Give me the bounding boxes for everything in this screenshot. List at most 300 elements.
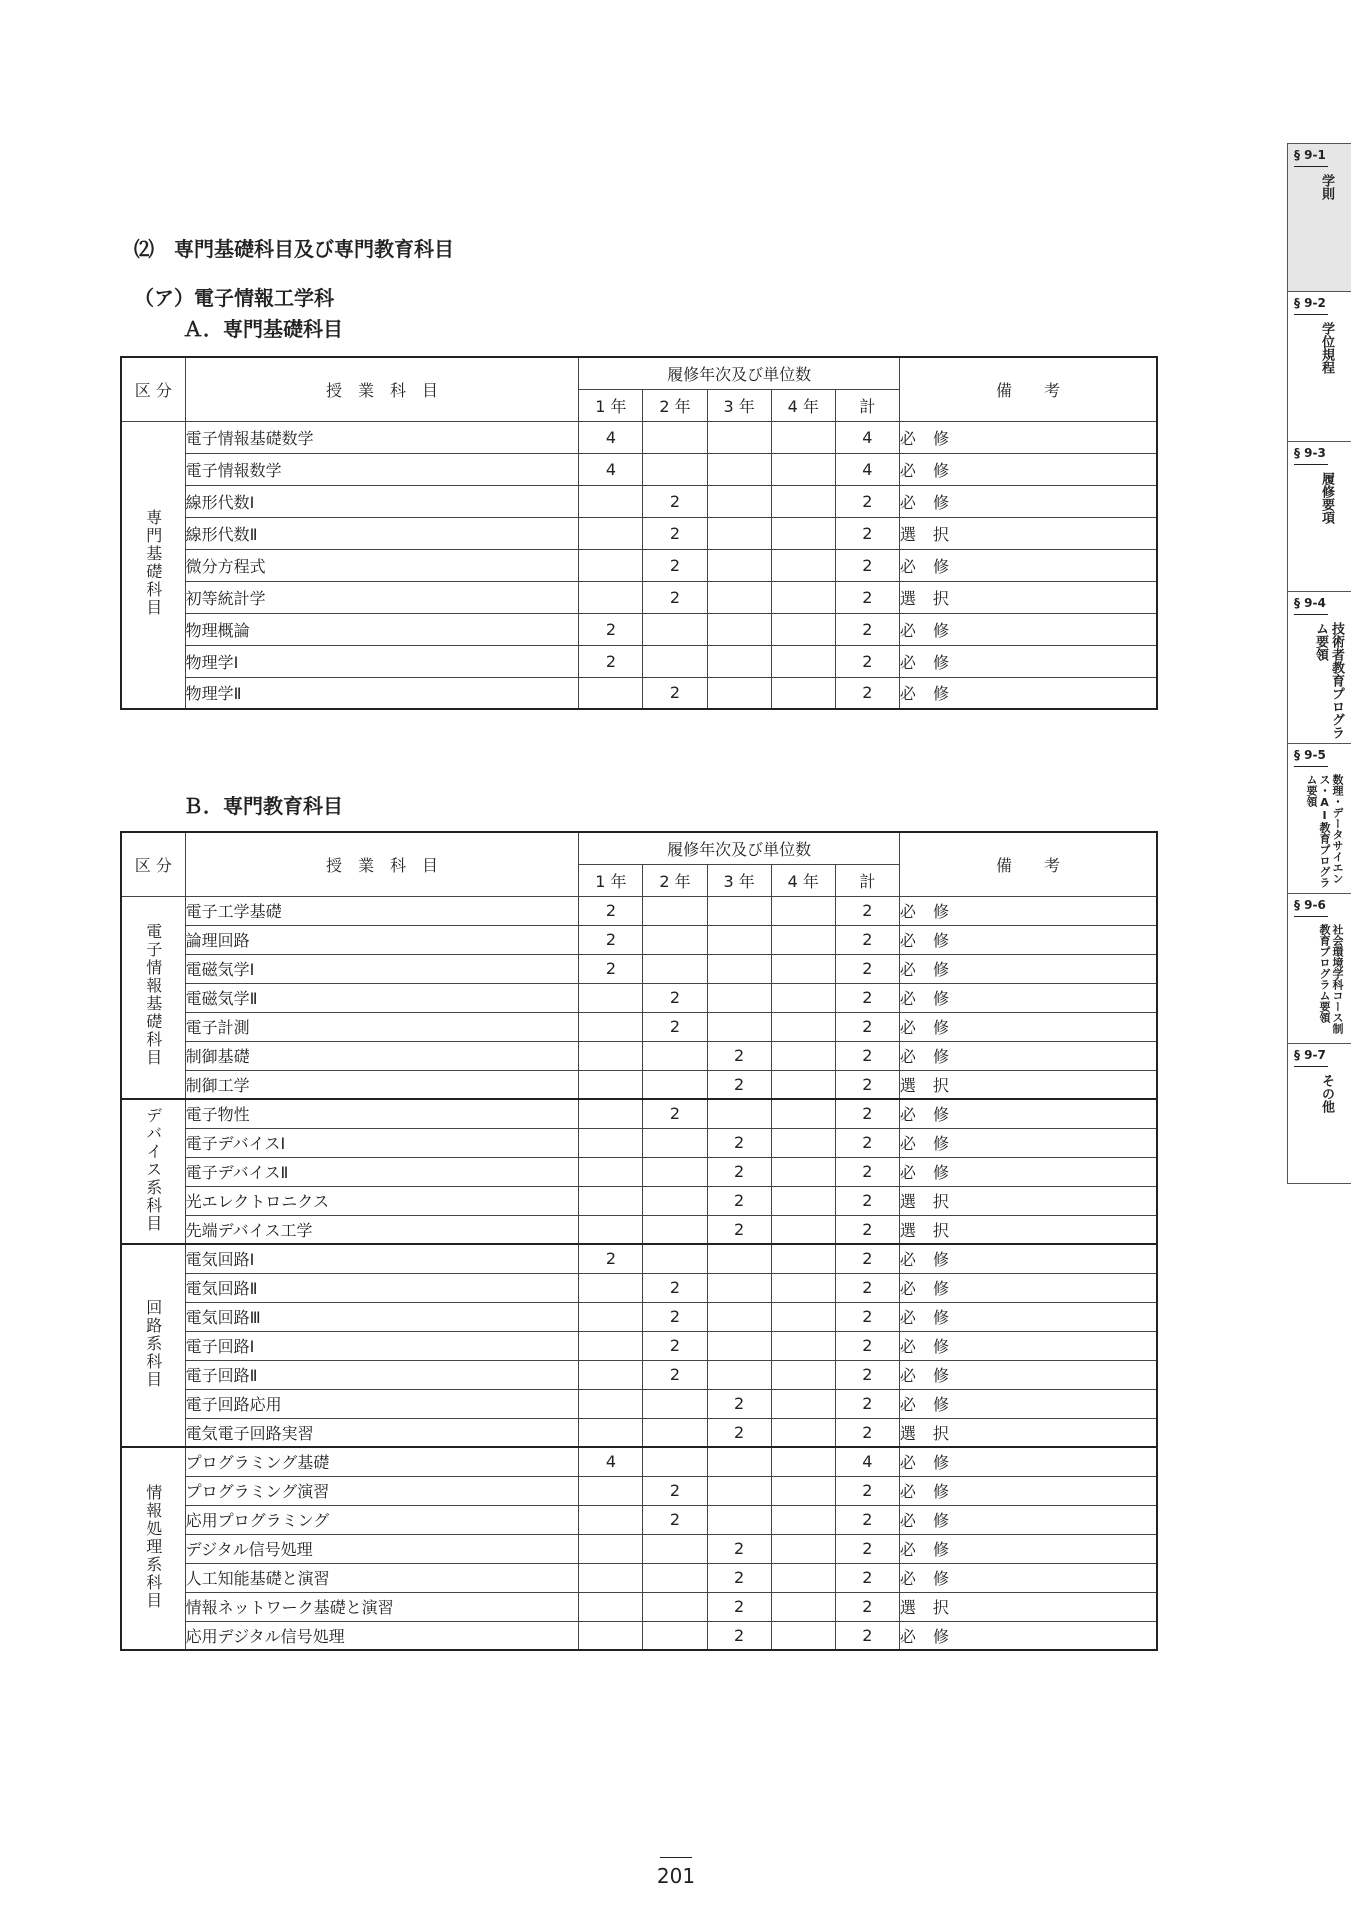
subsection-b-heading: Ｂ．専門教育科目 [183,794,343,818]
year-1-units-cell [579,1389,643,1418]
year-3-units-cell: 2 [707,1621,771,1650]
note-cell: 選 択 [899,1418,1157,1447]
table-row [121,1128,1157,1157]
year-1-units-cell: 2 [579,613,643,645]
year-3-units-cell [707,1012,771,1041]
year-4-units-cell [771,1070,835,1099]
table-row [121,1041,1157,1070]
subject-cell: 物理学Ⅱ [185,677,579,709]
total-units-cell: 4 [835,453,899,485]
year-1-units-cell [579,1505,643,1534]
table-row [121,1476,1157,1505]
sidebar-tab-label: 社会環境学科コース制教育プログラム要領 [1318,924,1344,1034]
table-row [121,645,1157,677]
year-2-units-cell [643,1534,707,1563]
table-row [121,1186,1157,1215]
year-4-units-cell [771,549,835,581]
category-label: 回路系科目 [143,1298,163,1389]
total-units-cell: 2 [835,1476,899,1505]
year-1-units-cell: 4 [579,1447,643,1476]
table-row [121,1331,1157,1360]
year-4-units-cell [771,1621,835,1650]
year-1-units-cell [579,1186,643,1215]
year-2-units-cell [643,1447,707,1476]
table-row [121,517,1157,549]
note-cell: 必 修 [899,1389,1157,1418]
year-1-units-cell [579,1128,643,1157]
year-2-units-cell: 2 [643,517,707,549]
sidebar-tab-label: その他 [1319,1074,1334,1113]
year-3-units-cell [707,613,771,645]
table-specialized-education [120,831,1158,1651]
subject-cell: デジタル信号処理 [185,1534,579,1563]
header-note: 備 考 [899,832,1157,896]
year-2-units-cell: 2 [643,1099,707,1128]
subsection-a-heading: Ａ．専門基礎科目 [183,317,343,341]
total-units-cell: 2 [835,1099,899,1128]
note-cell: 選 択 [899,1186,1157,1215]
header-category: 区 分 [121,357,185,421]
year-2-units-cell: 2 [643,983,707,1012]
sidebar-tab-9-4[interactable] [1288,591,1351,743]
year-1-units-cell: 2 [579,954,643,983]
total-units-cell: 2 [835,1534,899,1563]
total-units-cell: 2 [835,1418,899,1447]
subject-cell: 初等統計学 [185,581,579,613]
year-1-units-cell: 4 [579,453,643,485]
header-year-3: 3 年 [707,864,771,896]
table-row [121,1273,1157,1302]
year-4-units-cell [771,1389,835,1418]
total-units-cell: 2 [835,677,899,709]
sidebar-tab-label: 学位規程 [1319,322,1334,374]
year-2-units-cell [643,1128,707,1157]
year-2-units-cell [643,1563,707,1592]
department-heading: （ア）電子情報工学科 [134,286,334,310]
year-4-units-cell [771,1244,835,1273]
table-row [121,1157,1157,1186]
total-units-cell: 2 [835,1302,899,1331]
table-row [121,1389,1157,1418]
subject-cell: 電子デバイスⅠ [185,1128,579,1157]
category-cell [121,1099,185,1244]
note-cell: 必 修 [899,1331,1157,1360]
table-row [121,1099,1157,1128]
sidebar-tab-code: § 9-3 [1294,446,1326,460]
year-4-units-cell [771,925,835,954]
year-4-units-cell [771,1505,835,1534]
sidebar-tab-code: § 9-5 [1294,748,1326,762]
note-cell: 必 修 [899,1476,1157,1505]
sidebar-tab-code: § 9-1 [1294,148,1326,162]
subject-cell: 人工知能基礎と演習 [185,1563,579,1592]
note-cell: 選 択 [899,1592,1157,1621]
year-1-units-cell [579,1012,643,1041]
note-cell: 必 修 [899,453,1157,485]
total-units-cell: 2 [835,613,899,645]
note-cell: 必 修 [899,1360,1157,1389]
category-cell [121,421,185,709]
table-row [121,1215,1157,1244]
year-3-units-cell [707,517,771,549]
year-3-units-cell [707,1302,771,1331]
section-heading: ⑵ 専門基礎科目及び専門教育科目 [134,237,454,261]
year-1-units-cell [579,1273,643,1302]
year-1-units-cell [579,1302,643,1331]
year-4-units-cell [771,1592,835,1621]
total-units-cell: 2 [835,1360,899,1389]
sidebar-tab-9-3[interactable] [1288,441,1351,591]
year-3-units-cell [707,896,771,925]
year-4-units-cell [771,1012,835,1041]
year-1-units-cell [579,1418,643,1447]
year-3-units-cell: 2 [707,1157,771,1186]
total-units-cell: 2 [835,1389,899,1418]
total-units-cell: 2 [835,1186,899,1215]
year-1-units-cell [579,1070,643,1099]
sidebar-tab-label: 学則 [1319,174,1334,200]
header-year-4: 4 年 [771,389,835,421]
year-2-units-cell: 2 [643,549,707,581]
subject-cell: 電子回路応用 [185,1389,579,1418]
page-number-rule [660,1857,692,1858]
year-1-units-cell [579,549,643,581]
year-1-units-cell [579,1041,643,1070]
category-label: 専門基礎科目 [143,508,163,617]
table-row [121,1360,1157,1389]
year-2-units-cell [643,1157,707,1186]
year-4-units-cell [771,613,835,645]
year-3-units-cell [707,453,771,485]
category-cell [121,1244,185,1447]
year-1-units-cell [579,485,643,517]
year-1-units-cell [579,1331,643,1360]
header-category: 区 分 [121,832,185,896]
subject-cell: 電子デバイスⅡ [185,1157,579,1186]
year-2-units-cell [643,954,707,983]
category-label: 電子情報基礎科目 [143,923,163,1068]
year-1-units-cell [579,1360,643,1389]
subject-cell: 物理概論 [185,613,579,645]
year-3-units-cell: 2 [707,1418,771,1447]
year-1-units-cell [579,1592,643,1621]
subject-cell: 電子計測 [185,1012,579,1041]
year-1-units-cell [579,581,643,613]
header-year-1: 1 年 [579,389,643,421]
year-4-units-cell [771,1331,835,1360]
note-cell: 必 修 [899,1302,1157,1331]
note-cell: 必 修 [899,1157,1157,1186]
year-3-units-cell [707,1273,771,1302]
year-1-units-cell [579,1215,643,1244]
year-4-units-cell [771,453,835,485]
year-3-units-cell [707,549,771,581]
note-cell: 必 修 [899,1099,1157,1128]
table-row [121,1534,1157,1563]
year-4-units-cell [771,1534,835,1563]
table-row [121,613,1157,645]
year-2-units-cell [643,1215,707,1244]
category-label: デバイス系科目 [143,1106,163,1233]
table-row [121,1621,1157,1650]
year-2-units-cell: 2 [643,1302,707,1331]
year-1-units-cell [579,1563,643,1592]
total-units-cell: 2 [835,1592,899,1621]
year-4-units-cell [771,1215,835,1244]
table-row [121,453,1157,485]
year-3-units-cell [707,983,771,1012]
year-4-units-cell [771,1157,835,1186]
sidebar-tab-label: 数理・データサイエンス・AI教育プログラム要領 [1305,774,1344,888]
year-3-units-cell [707,421,771,453]
year-4-units-cell [771,1447,835,1476]
sidebar-tab-rule [1294,614,1328,615]
subject-cell: 電子情報基礎数学 [185,421,579,453]
subject-cell: 応用プログラミング [185,1505,579,1534]
header-year-2: 2 年 [643,864,707,896]
total-units-cell: 2 [835,1128,899,1157]
total-units-cell: 2 [835,517,899,549]
year-2-units-cell [643,1070,707,1099]
subject-cell: 電子工学基礎 [185,896,579,925]
subject-cell: 応用デジタル信号処理 [185,1621,579,1650]
header-year-4: 4 年 [771,864,835,896]
header-note: 備 考 [899,357,1157,421]
table-row [121,925,1157,954]
note-cell: 必 修 [899,549,1157,581]
total-units-cell: 2 [835,1273,899,1302]
table-row [121,1302,1157,1331]
year-2-units-cell: 2 [643,1273,707,1302]
note-cell: 必 修 [899,677,1157,709]
sidebar-tab-rule [1294,1066,1328,1067]
subject-cell: プログラミング基礎 [185,1447,579,1476]
note-cell: 必 修 [899,896,1157,925]
subject-cell: 電気回路Ⅰ [185,1244,579,1273]
total-units-cell: 2 [835,1244,899,1273]
year-1-units-cell: 2 [579,896,643,925]
note-cell: 必 修 [899,1563,1157,1592]
year-2-units-cell: 2 [643,1360,707,1389]
year-4-units-cell [771,421,835,453]
subject-cell: 電磁気学Ⅱ [185,983,579,1012]
total-units-cell: 2 [835,954,899,983]
header-year-2: 2 年 [643,389,707,421]
sidebar-tab-9-6[interactable] [1288,893,1351,1043]
subject-cell: 電気回路Ⅱ [185,1273,579,1302]
note-cell: 必 修 [899,1012,1157,1041]
category-cell [121,1447,185,1650]
subject-cell: プログラミング演習 [185,1476,579,1505]
sidebar-tab-9-1[interactable] [1288,143,1351,291]
year-1-units-cell [579,1534,643,1563]
year-1-units-cell [579,983,643,1012]
year-3-units-cell: 2 [707,1563,771,1592]
year-4-units-cell [771,1186,835,1215]
total-units-cell: 2 [835,1621,899,1650]
year-3-units-cell: 2 [707,1041,771,1070]
note-cell: 必 修 [899,925,1157,954]
table-row [121,954,1157,983]
sidebar-tab-rule [1294,766,1328,767]
sidebar-tab-rule [1294,916,1328,917]
subject-cell: 制御工学 [185,1070,579,1099]
sidebar-tab-code: § 9-2 [1294,296,1326,310]
header-year-3: 3 年 [707,389,771,421]
year-1-units-cell [579,1099,643,1128]
note-cell: 必 修 [899,1621,1157,1650]
total-units-cell: 2 [835,1215,899,1244]
note-cell: 必 修 [899,421,1157,453]
subject-cell: 電気回路Ⅲ [185,1302,579,1331]
year-3-units-cell: 2 [707,1389,771,1418]
year-1-units-cell [579,1476,643,1505]
year-2-units-cell: 2 [643,677,707,709]
subject-cell: 情報ネットワーク基礎と演習 [185,1592,579,1621]
year-3-units-cell: 2 [707,1070,771,1099]
year-4-units-cell [771,517,835,549]
total-units-cell: 4 [835,421,899,453]
year-4-units-cell [771,1418,835,1447]
section-index-sidebar [1287,143,1351,1184]
total-units-cell: 4 [835,1447,899,1476]
note-cell: 必 修 [899,1244,1157,1273]
year-1-units-cell [579,677,643,709]
note-cell: 選 択 [899,1070,1157,1099]
total-units-cell: 2 [835,645,899,677]
subject-cell: 電子回路Ⅱ [185,1360,579,1389]
note-cell: 選 択 [899,1215,1157,1244]
year-4-units-cell [771,983,835,1012]
table-row [121,485,1157,517]
total-units-cell: 2 [835,1012,899,1041]
year-2-units-cell: 2 [643,581,707,613]
page-number: 201 [656,1864,696,1888]
year-2-units-cell [643,421,707,453]
note-cell: 必 修 [899,1273,1157,1302]
year-4-units-cell [771,1476,835,1505]
year-3-units-cell [707,1331,771,1360]
header-total: 計 [835,864,899,896]
year-4-units-cell [771,954,835,983]
year-3-units-cell: 2 [707,1534,771,1563]
year-2-units-cell [643,645,707,677]
year-3-units-cell [707,677,771,709]
year-4-units-cell [771,1302,835,1331]
year-4-units-cell [771,896,835,925]
year-1-units-cell: 2 [579,1244,643,1273]
sidebar-tab-9-2[interactable] [1288,291,1351,441]
year-2-units-cell [643,1244,707,1273]
subject-cell: 線形代数Ⅰ [185,485,579,517]
year-2-units-cell [643,1621,707,1650]
year-3-units-cell [707,1360,771,1389]
note-cell: 必 修 [899,983,1157,1012]
header-subject: 授 業 科 目 [185,832,579,896]
table-row [121,1418,1157,1447]
table-row [121,983,1157,1012]
year-1-units-cell: 2 [579,925,643,954]
year-3-units-cell [707,1505,771,1534]
note-cell: 必 修 [899,645,1157,677]
year-2-units-cell [643,613,707,645]
subject-cell: 先端デバイス工学 [185,1215,579,1244]
year-4-units-cell [771,485,835,517]
year-4-units-cell [771,581,835,613]
table-row [121,421,1157,453]
total-units-cell: 2 [835,549,899,581]
table-row [121,1592,1157,1621]
note-cell: 必 修 [899,613,1157,645]
subject-cell: 電子情報数学 [185,453,579,485]
year-3-units-cell [707,645,771,677]
header-units-group: 履修年次及び単位数 [579,357,900,389]
subject-cell: 論理回路 [185,925,579,954]
total-units-cell: 2 [835,896,899,925]
header-year-1: 1 年 [579,864,643,896]
year-3-units-cell [707,1099,771,1128]
table-row [121,1244,1157,1273]
note-cell: 必 修 [899,954,1157,983]
year-2-units-cell: 2 [643,1331,707,1360]
year-2-units-cell [643,1418,707,1447]
year-4-units-cell [771,1273,835,1302]
note-cell: 必 修 [899,1128,1157,1157]
year-3-units-cell [707,1476,771,1505]
header-total: 計 [835,389,899,421]
total-units-cell: 2 [835,1157,899,1186]
year-4-units-cell [771,1041,835,1070]
note-cell: 必 修 [899,1447,1157,1476]
sidebar-tab-9-7[interactable] [1288,1043,1351,1183]
sidebar-tab-rule [1294,464,1328,465]
year-4-units-cell [771,677,835,709]
year-3-units-cell: 2 [707,1215,771,1244]
subject-cell: 電気電子回路実習 [185,1418,579,1447]
year-2-units-cell: 2 [643,1476,707,1505]
year-2-units-cell: 2 [643,485,707,517]
year-3-units-cell: 2 [707,1592,771,1621]
table-row [121,1012,1157,1041]
year-4-units-cell [771,645,835,677]
note-cell: 必 修 [899,485,1157,517]
subject-cell: 微分方程式 [185,549,579,581]
year-2-units-cell [643,453,707,485]
subject-cell: 制御基礎 [185,1041,579,1070]
table-row [121,1447,1157,1476]
subject-cell: 電子回路Ⅰ [185,1331,579,1360]
year-1-units-cell [579,1157,643,1186]
year-4-units-cell [771,1563,835,1592]
year-2-units-cell [643,1389,707,1418]
year-3-units-cell: 2 [707,1186,771,1215]
subject-cell: 線形代数Ⅱ [185,517,579,549]
table-row [121,581,1157,613]
total-units-cell: 2 [835,925,899,954]
table-row [121,1505,1157,1534]
category-cell [121,896,185,1099]
year-4-units-cell [771,1360,835,1389]
year-2-units-cell [643,1186,707,1215]
sidebar-tab-rule [1294,166,1328,167]
sidebar-tab-code: § 9-7 [1294,1048,1326,1062]
year-2-units-cell [643,925,707,954]
year-3-units-cell [707,581,771,613]
sidebar-tab-9-5[interactable] [1288,743,1351,893]
table-row [121,549,1157,581]
subject-cell: 物理学Ⅰ [185,645,579,677]
year-3-units-cell: 2 [707,1128,771,1157]
